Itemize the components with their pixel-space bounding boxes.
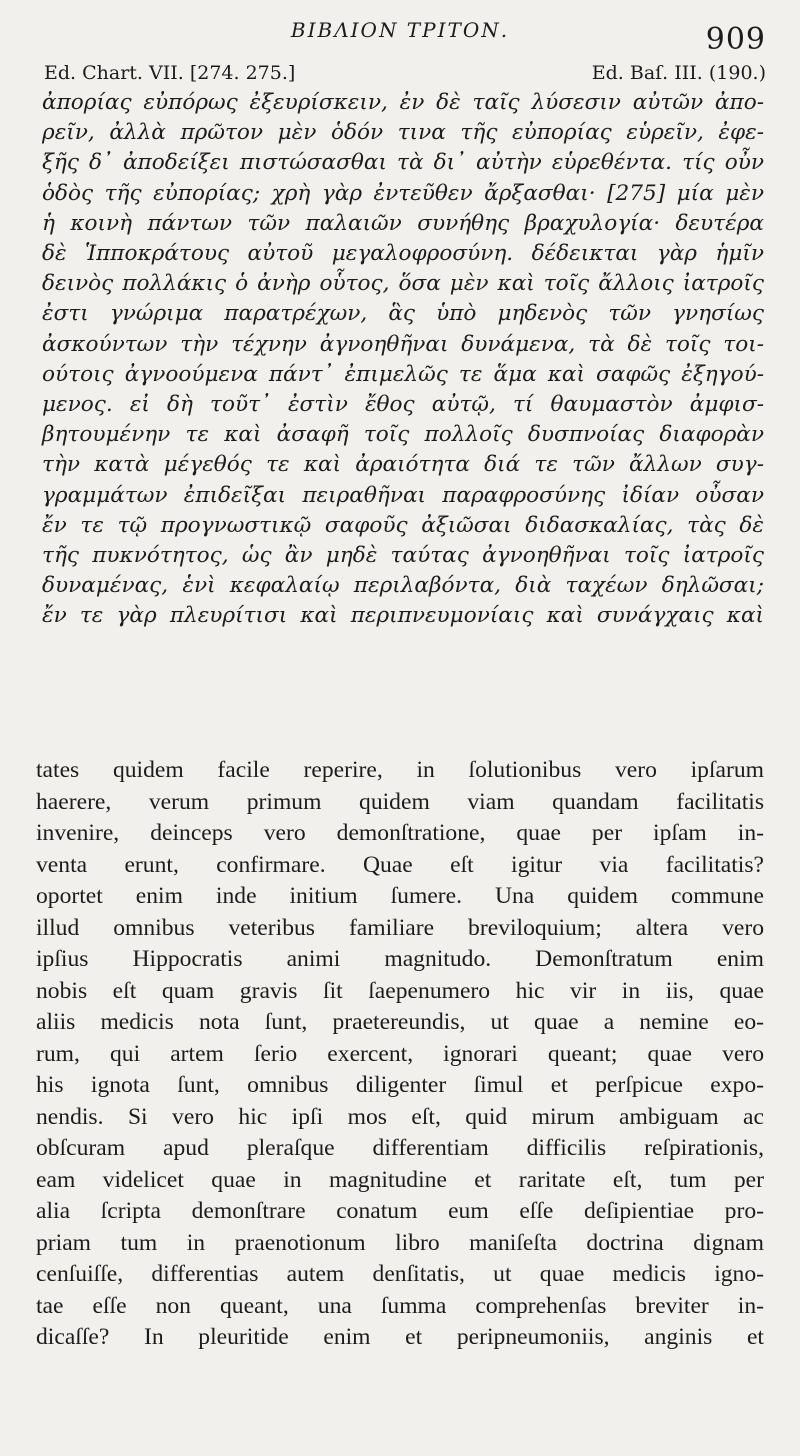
running-title: ΒΙΒΛΙΟΝ ΤΡΙΤΟΝ. <box>290 18 510 42</box>
greek-line: ούτοις ἀγνοούμενα πάντ᾽ ἐπιμελῶς τε ἅμα καὶ σαφῶς ἐξηγού- <box>42 361 764 387</box>
latin-line: aliis medicis nota ſunt, praetereundis, ut quae a nemine eo- <box>36 1009 764 1035</box>
greek-line: τῆς πυκνότητος, ὡς ἂν μηδὲ ταύτας ἀγνοηθῆναι τοῖς ἰατροῖς <box>42 543 764 569</box>
latin-line: cenſuiſſe, differentias autem denſitatis, ut quae medicis igno- <box>36 1261 764 1287</box>
latin-line: oportet enim inde initium ſumere. Una quidem commune <box>36 883 764 909</box>
latin-line: dicaſſe? In pleuritide enim et peripneumoniis, anginis et <box>36 1324 764 1350</box>
latin-line: haerere, verum primum quidem viam quandam facilitatis <box>36 788 764 815</box>
greek-line: ἔν τε γὰρ πλευρίτισι καὶ περιπνευμονίαις καὶ συνάγχαις καὶ <box>42 603 764 629</box>
greek-line: βητουμένην τε καὶ ἀσαφῆ τοῖς πολλοῖς δυσπνοίας διαφορὰν <box>42 422 764 448</box>
greek-line: γραμμάτων ἐπιδεῖξαι πειραθῆναι παραφροσύνης ἰδίαν οὖσαν <box>42 482 764 508</box>
greek-line: ἔν τε τῷ προγνωστικῷ σαφοῦς ἀξιῶσαι διδασκαλίας, τὰς δὲ <box>42 512 764 538</box>
greek-line: ἡ κοινὴ πάντων τῶν παλαιῶν συνήθης βραχυλογία· δευτέρα <box>42 210 764 236</box>
greek-line: τὴν κατὰ μέγεθός τε καὶ ἀραιότητα διά τε τῶν ἄλλων συγ- <box>42 452 764 478</box>
latin-line: eam videlicet quae in magnitudine et raritate eſt, tum per <box>36 1166 764 1193</box>
latin-line: his ignota ſunt, omnibus diligenter ſimul et perſpicue expo- <box>36 1072 764 1098</box>
greek-line: ἐστι γνώριμα παρατρέχων, ἃς ὑπὸ μηδενὸς τῶν γνησίως <box>42 301 764 327</box>
greek-text-block <box>42 88 764 632</box>
greek-line: δὲ Ἱπποκράτους αὐτοῦ μεγαλοφροσύνη. δέδεικται γὰρ ἡμῖν <box>42 241 764 267</box>
latin-line: nendis. Si vero hic ipſi mos eſt, quid mirum ambiguam ac <box>36 1103 764 1130</box>
latin-line: alia ſcripta demonſtrare conatum eum eſſe deſipientiae pro- <box>36 1198 764 1224</box>
latin-line: nobis eſt quam gravis ſit ſaepenumero hic vir in iis, quae <box>36 977 764 1004</box>
latin-line: priam tum in praenotionum libro maniſeſta doctrina dignam <box>36 1229 764 1256</box>
greek-line: ὁδὸς τῆς εὐπορίας; χρὴ γὰρ ἐντεῦθεν ἄρξασθαι· [275] μία μὲν <box>42 180 764 206</box>
greek-line: μενος. εἰ δὴ τοῦτ᾽ ἐστὶν ἔθος αὐτῷ, τί θαυμαστὸν ἀμφισ- <box>42 392 764 418</box>
greek-line: ξῆς δ᾽ ἀποδείξει πιστώσασθαι τὰ δι᾽ αὐτὴν εὑρεθέντα. τίς οὖν <box>42 150 764 176</box>
latin-line: invenire, deinceps vero demonſtratione, quae per ipſam in- <box>36 820 764 846</box>
latin-line: venta erunt, confirmare. Quae eſt igitur via facilitatis? <box>36 851 764 878</box>
latin-text-block <box>36 755 764 1354</box>
greek-line: δυναμένας, ἑνὶ κεφαλαίῳ περιλαβόντα, διὰ ταχέων δηλῶσαι; <box>42 573 764 599</box>
greek-line: ἀσκούντων τὴν τέχνην ἀγνοηθῆναι δυνάμενα, τὰ δὲ τοῖς τοι- <box>42 331 764 357</box>
latin-line: tae eſſe non queant, una ſumma comprehenſas breviter in- <box>36 1292 764 1319</box>
page-number: 909 <box>705 22 766 57</box>
latin-line: illud omnibus veteribus familiare breviloquium; altera vero <box>36 914 764 941</box>
greek-line: δεινὸς πολλάκις ὁ ἀνὴρ οὗτος, ὅσα μὲν καὶ τοῖς ἄλλοις ἰατροῖς <box>42 271 764 297</box>
latin-line: rum, qui artem ſerio exercent, ignorari queant; quae vero <box>36 1040 764 1067</box>
latin-line: obſcuram apud pleraſque differentiam difficilis reſpirationis, <box>36 1135 764 1161</box>
edition-reference-left: Ed. Chart. VII. [274. 275.] <box>44 62 296 84</box>
greek-line: ἀπορίας εὐπόρως ἐξευρίσκειν, ἐν δὲ ταῖς λύσεσιν αὐτῶν ἀπο- <box>42 90 764 115</box>
latin-line: tates quidem facile reperire, in ſolutionibus vero ipſarum <box>36 757 764 783</box>
latin-line: ipſius Hippocratis animi magnitudo. Demonſtratum enim <box>36 946 764 972</box>
edition-reference-right: Ed. Baſ. III. (190.) <box>591 62 766 84</box>
greek-line: ρεῖν, ἀλλὰ πρῶτον μὲν ὁδόν τινα τῆς εὐπορίας εὑρεῖν, ἐφε- <box>42 120 764 146</box>
